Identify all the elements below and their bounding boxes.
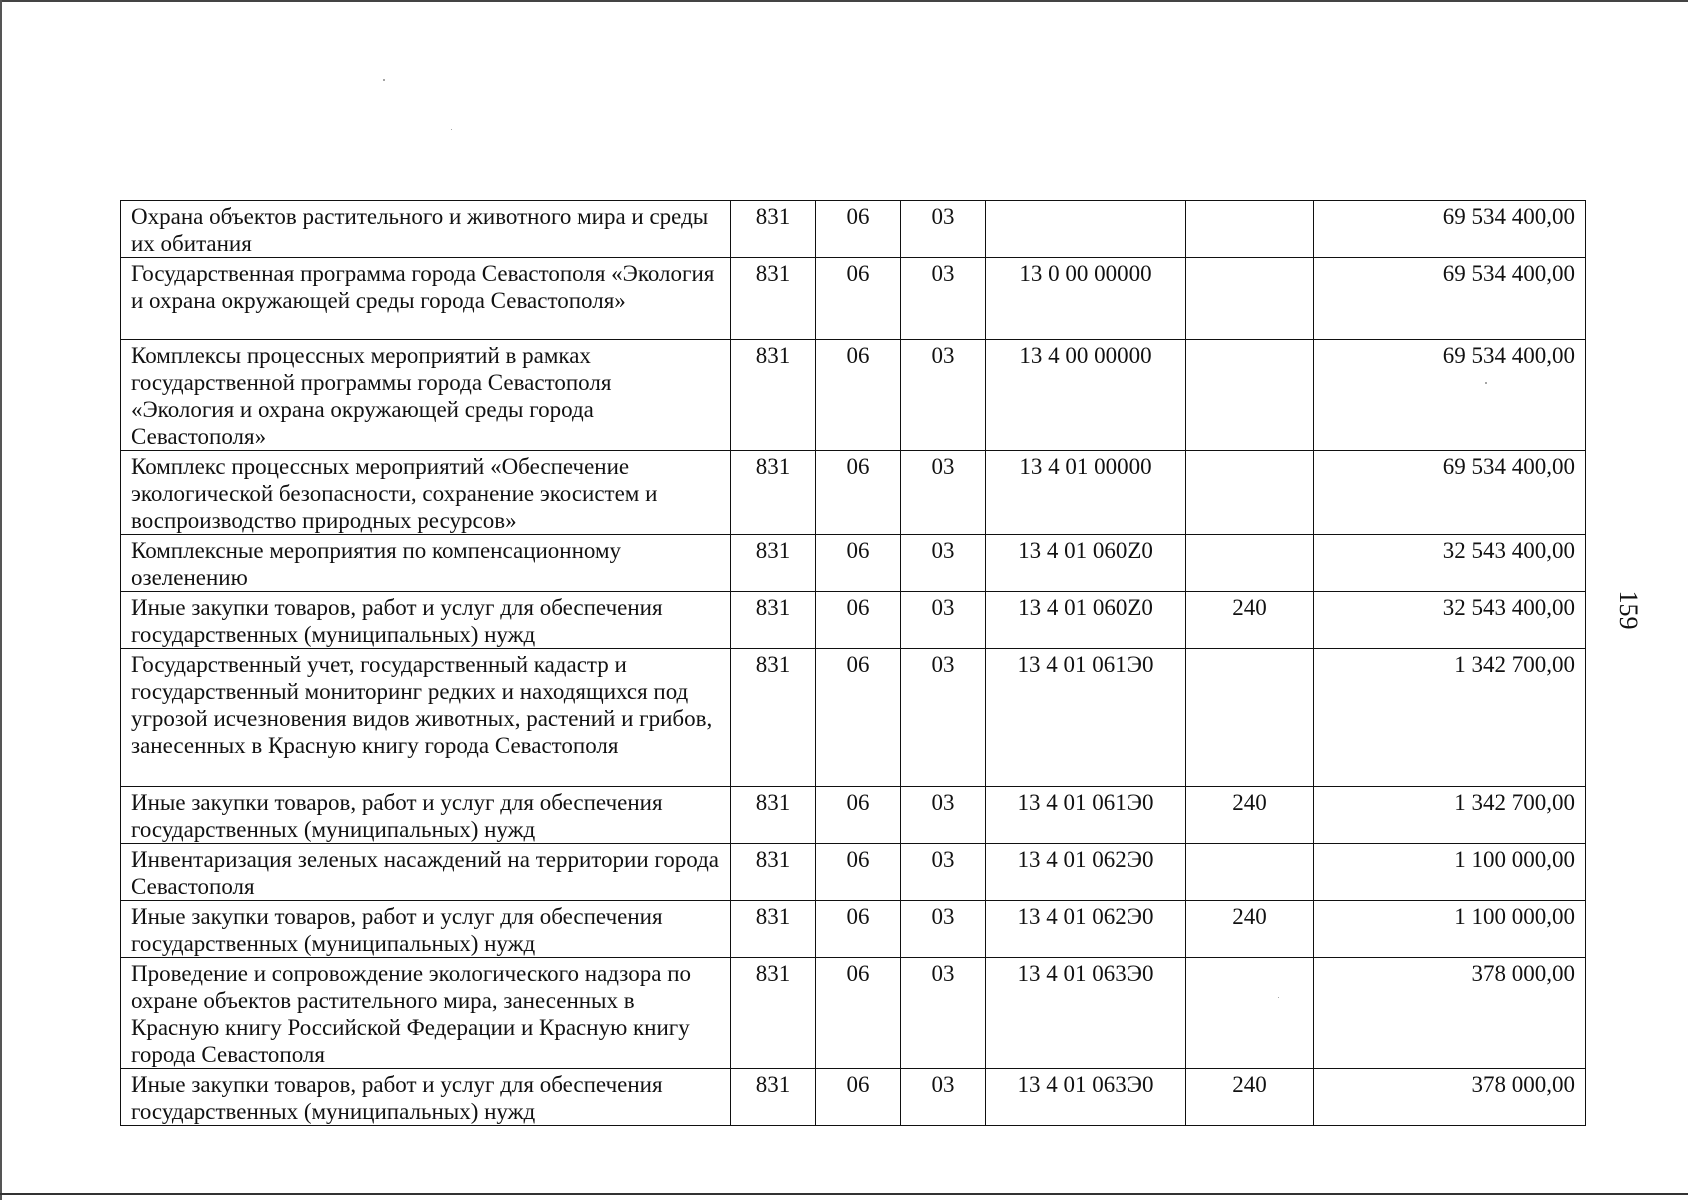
subsection-code-cell: 03 bbox=[901, 535, 986, 592]
subsection-code-cell: 03 bbox=[901, 201, 986, 258]
scan-edge-bottom bbox=[0, 1193, 1688, 1195]
expense-name-cell: Государственная программа города Севастополя «Экология и охрана окружающей среды города Севастополя» bbox=[121, 258, 731, 340]
subsection-code-cell: 03 bbox=[901, 451, 986, 535]
table-row bbox=[121, 201, 1586, 258]
table-row bbox=[121, 901, 1586, 958]
section-code-cell: 06 bbox=[816, 1069, 901, 1126]
target-article-code-cell: 13 4 01 060Z0 bbox=[986, 592, 1186, 649]
section-code-cell: 06 bbox=[816, 958, 901, 1069]
target-article-code-cell bbox=[986, 201, 1186, 258]
expense-type-code-cell: 240 bbox=[1186, 592, 1314, 649]
expense-name-cell: Комплексные мероприятия по компенсационному озеленению bbox=[121, 535, 731, 592]
expense-type-code-cell: 240 bbox=[1186, 787, 1314, 844]
subsection-code-cell: 03 bbox=[901, 649, 986, 787]
section-code-cell: 06 bbox=[816, 258, 901, 340]
target-article-code-cell: 13 4 01 063Э0 bbox=[986, 1069, 1186, 1126]
table-row bbox=[121, 787, 1586, 844]
amount-cell: 69 534 400,00 bbox=[1314, 258, 1586, 340]
target-article-code-cell: 13 4 01 062Э0 bbox=[986, 901, 1186, 958]
expense-name-cell: Иные закупки товаров, работ и услуг для обеспечения государственных (муниципальных) нужд bbox=[121, 592, 731, 649]
ministry-code-cell: 831 bbox=[731, 787, 816, 844]
table-row bbox=[121, 649, 1586, 787]
table-row bbox=[121, 451, 1586, 535]
expense-type-code-cell: 240 bbox=[1186, 1069, 1314, 1126]
expense-name-cell: Иные закупки товаров, работ и услуг для обеспечения государственных (муниципальных) нужд bbox=[121, 1069, 731, 1126]
target-article-code-cell: 13 4 00 00000 bbox=[986, 340, 1186, 451]
section-code-cell: 06 bbox=[816, 844, 901, 901]
ministry-code-cell: 831 bbox=[731, 1069, 816, 1126]
section-code-cell: 06 bbox=[816, 649, 901, 787]
ministry-code-cell: 831 bbox=[731, 649, 816, 787]
ministry-code-cell: 831 bbox=[731, 201, 816, 258]
amount-cell: 69 534 400,00 bbox=[1314, 451, 1586, 535]
target-article-code-cell: 13 0 00 00000 bbox=[986, 258, 1186, 340]
expense-type-code-cell bbox=[1186, 258, 1314, 340]
expense-type-code-cell bbox=[1186, 844, 1314, 901]
target-article-code-cell: 13 4 01 063Э0 bbox=[986, 958, 1186, 1069]
subsection-code-cell: 03 bbox=[901, 258, 986, 340]
expense-type-code-cell bbox=[1186, 201, 1314, 258]
expense-type-code-cell bbox=[1186, 535, 1314, 592]
amount-cell: 378 000,00 bbox=[1314, 1069, 1586, 1126]
table-row bbox=[121, 844, 1586, 901]
expense-name-cell: Охрана объектов растительного и животного мира и среды их обитания bbox=[121, 201, 731, 258]
section-code-cell: 06 bbox=[816, 451, 901, 535]
expense-name-cell: Государственный учет, государственный кадастр и государственный мониторинг редких и находящихся под угрозой исчезновения видов животных, растений и грибов, занесенных в Красную книгу города Севастополя bbox=[121, 649, 731, 787]
table-row bbox=[121, 592, 1586, 649]
table-row bbox=[121, 535, 1586, 592]
amount-cell: 69 534 400,00 bbox=[1314, 340, 1586, 451]
expense-type-code-cell bbox=[1186, 649, 1314, 787]
subsection-code-cell: 03 bbox=[901, 901, 986, 958]
budget-table-body bbox=[121, 201, 1586, 1126]
amount-cell: 1 100 000,00 bbox=[1314, 844, 1586, 901]
expense-name-cell: Комплекс процессных мероприятий «Обеспечение экологической безопасности, сохранение экосистем и воспроизводство природных ресурсов» bbox=[121, 451, 731, 535]
subsection-code-cell: 03 bbox=[901, 1069, 986, 1126]
section-code-cell: 06 bbox=[816, 787, 901, 844]
ministry-code-cell: 831 bbox=[731, 535, 816, 592]
section-code-cell: 06 bbox=[816, 340, 901, 451]
table-row bbox=[121, 1069, 1586, 1126]
section-code-cell: 06 bbox=[816, 901, 901, 958]
target-article-code-cell: 13 4 01 00000 bbox=[986, 451, 1186, 535]
target-article-code-cell: 13 4 01 062Э0 bbox=[986, 844, 1186, 901]
subsection-code-cell: 03 bbox=[901, 958, 986, 1069]
amount-cell: 1 342 700,00 bbox=[1314, 649, 1586, 787]
ministry-code-cell: 831 bbox=[731, 340, 816, 451]
scan-speck bbox=[383, 79, 385, 81]
target-article-code-cell: 13 4 01 061Э0 bbox=[986, 649, 1186, 787]
expense-name-cell: Инвентаризация зеленых насаждений на территории города Севастополя bbox=[121, 844, 731, 901]
amount-cell: 32 543 400,00 bbox=[1314, 535, 1586, 592]
amount-cell: 32 543 400,00 bbox=[1314, 592, 1586, 649]
expense-type-code-cell bbox=[1186, 451, 1314, 535]
amount-cell: 69 534 400,00 bbox=[1314, 201, 1586, 258]
subsection-code-cell: 03 bbox=[901, 787, 986, 844]
table-row bbox=[121, 958, 1586, 1069]
page-number: 159 bbox=[1614, 590, 1643, 630]
section-code-cell: 06 bbox=[816, 535, 901, 592]
expense-name-cell: Комплексы процессных мероприятий в рамках государственной программы города Севастополя «Экология и охрана окружающей среды города Севастополя» bbox=[121, 340, 731, 451]
ministry-code-cell: 831 bbox=[731, 844, 816, 901]
expense-name-cell: Иные закупки товаров, работ и услуг для обеспечения государственных (муниципальных) нужд bbox=[121, 901, 731, 958]
section-code-cell: 06 bbox=[816, 201, 901, 258]
expense-type-code-cell: 240 bbox=[1186, 901, 1314, 958]
amount-cell: 378 000,00 bbox=[1314, 958, 1586, 1069]
ministry-code-cell: 831 bbox=[731, 958, 816, 1069]
scan-edge-top bbox=[0, 0, 1688, 2]
subsection-code-cell: 03 bbox=[901, 844, 986, 901]
ministry-code-cell: 831 bbox=[731, 451, 816, 535]
table-row bbox=[121, 258, 1586, 340]
amount-cell: 1 100 000,00 bbox=[1314, 901, 1586, 958]
expense-name-cell: Иные закупки товаров, работ и услуг для обеспечения государственных (муниципальных) нужд bbox=[121, 787, 731, 844]
section-code-cell: 06 bbox=[816, 592, 901, 649]
expense-name-cell: Проведение и сопровождение экологического надзора по охране объектов растительного мира, занесенных в Красную книгу Российской Федерации и Красную книгу города Севастополя bbox=[121, 958, 731, 1069]
ministry-code-cell: 831 bbox=[731, 592, 816, 649]
subsection-code-cell: 03 bbox=[901, 340, 986, 451]
amount-cell: 1 342 700,00 bbox=[1314, 787, 1586, 844]
subsection-code-cell: 03 bbox=[901, 592, 986, 649]
target-article-code-cell: 13 4 01 061Э0 bbox=[986, 787, 1186, 844]
table-row bbox=[121, 340, 1586, 451]
ministry-code-cell: 831 bbox=[731, 258, 816, 340]
scan-speck bbox=[451, 129, 452, 130]
ministry-code-cell: 831 bbox=[731, 901, 816, 958]
budget-allocation-table bbox=[120, 200, 1586, 1126]
expense-type-code-cell bbox=[1186, 958, 1314, 1069]
scan-edge-left bbox=[0, 0, 2, 1200]
expense-type-code-cell bbox=[1186, 340, 1314, 451]
target-article-code-cell: 13 4 01 060Z0 bbox=[986, 535, 1186, 592]
